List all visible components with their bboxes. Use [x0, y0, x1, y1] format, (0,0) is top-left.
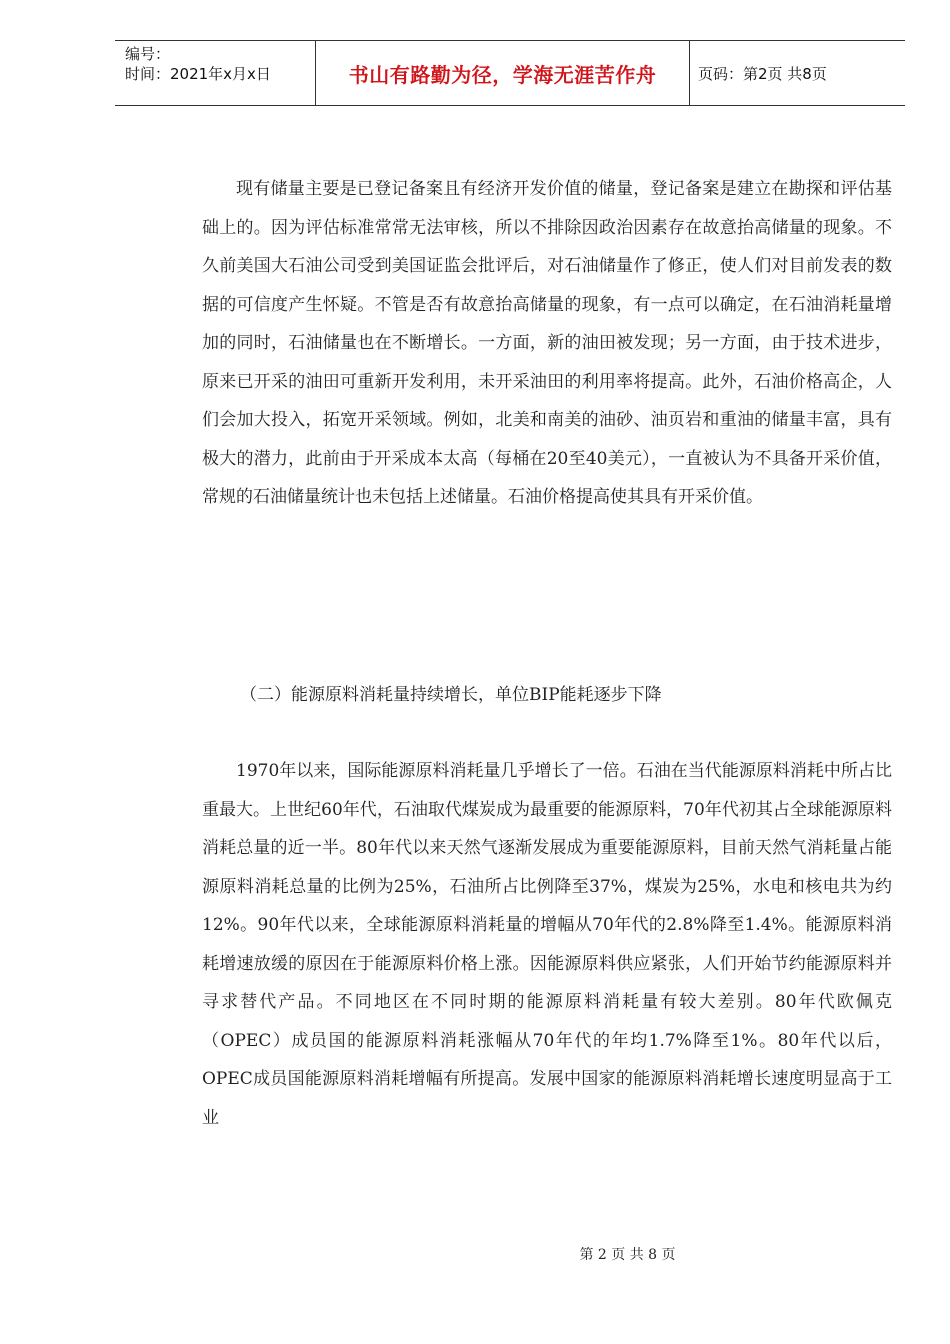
body-paragraph-2: 1970年以来，国际能源原料消耗量几乎增长了一倍。石油在当代能源原料消耗中所占比重最大。上世纪60年代，石油取代煤炭成为最重要的能源原料，70年代初其占全球能源原料消耗总量的近一半。80年代以来天然气逐渐发展成为重要能源原料，目前天然气消耗量占能源原料消耗总量的比例为25%，石油所占比例降至37%，煤炭为25%，水电和核电共为约12%。90年代以来，全球能源原料消耗量的增幅从70年代的2.8%降至1.4%。能源原料消耗增速放缓的原因在于能源原料价格上涨。因能源原料供应紧张，人们开始节约能源原料并寻求替代产品。不同地区在不同时期的能源原料消耗量有较大差别。80年代欧佩克（OPEC）成员国的能源原料消耗涨幅从70年代的年均1.7%降至1%。80年代以后，OPEC成员国能源原料消耗增幅有所提高。发展中国家的能源原料消耗增长速度明显高于工业	[202, 761, 892, 1128]
page-header	[115, 40, 905, 106]
document-number-label: 编号：	[125, 45, 171, 63]
header-motto: 书山有路勤为径，学海无涯苦作舟	[316, 41, 690, 105]
body-paragraph-1: 现有储量主要是已登记备案且有经济开发价值的储量，登记备案是建立在勘探和评估基础上的。因为评估标准常常无法审核，所以不排除因政治因素存在故意抬高储量的现象。不久前美国大石油公司受到美国证监会批评后，对石油储量作了修正，使人们对目前发表的数据的可信度产生怀疑。不管是否有故意抬高储量的现象，有一点可以确定，在石油消耗量增加的同时，石油储量也在不断增长。一方面，新的油田被发现；另一方面，由于技术进步，原来已开采的油田可重新开发利用，未开采油田的利用率将提高。此外，石油价格高企，人们会加大投入，拓宽开采领域。例如，北美和南美的油砂、油页岩和重油的储量丰富，具有极大的潜力，此前由于开采成本太高（每桶在20至40美元），一直被认为不具备开采价值，常规的石油储量统计也未包括上述储量。石油价格提高使其具有开采价值。	[202, 179, 892, 507]
header-page-info: 页码：第2页 共8页	[698, 64, 827, 83]
section-heading: （二）能源原料消耗量持续增长，单位BIP能耗逐步下降	[240, 685, 662, 705]
document-time-label: 时间：2021年x月x日	[125, 65, 271, 83]
page-footer: 第 2 页 共 8 页	[579, 1247, 676, 1263]
header-meta	[115, 41, 316, 105]
